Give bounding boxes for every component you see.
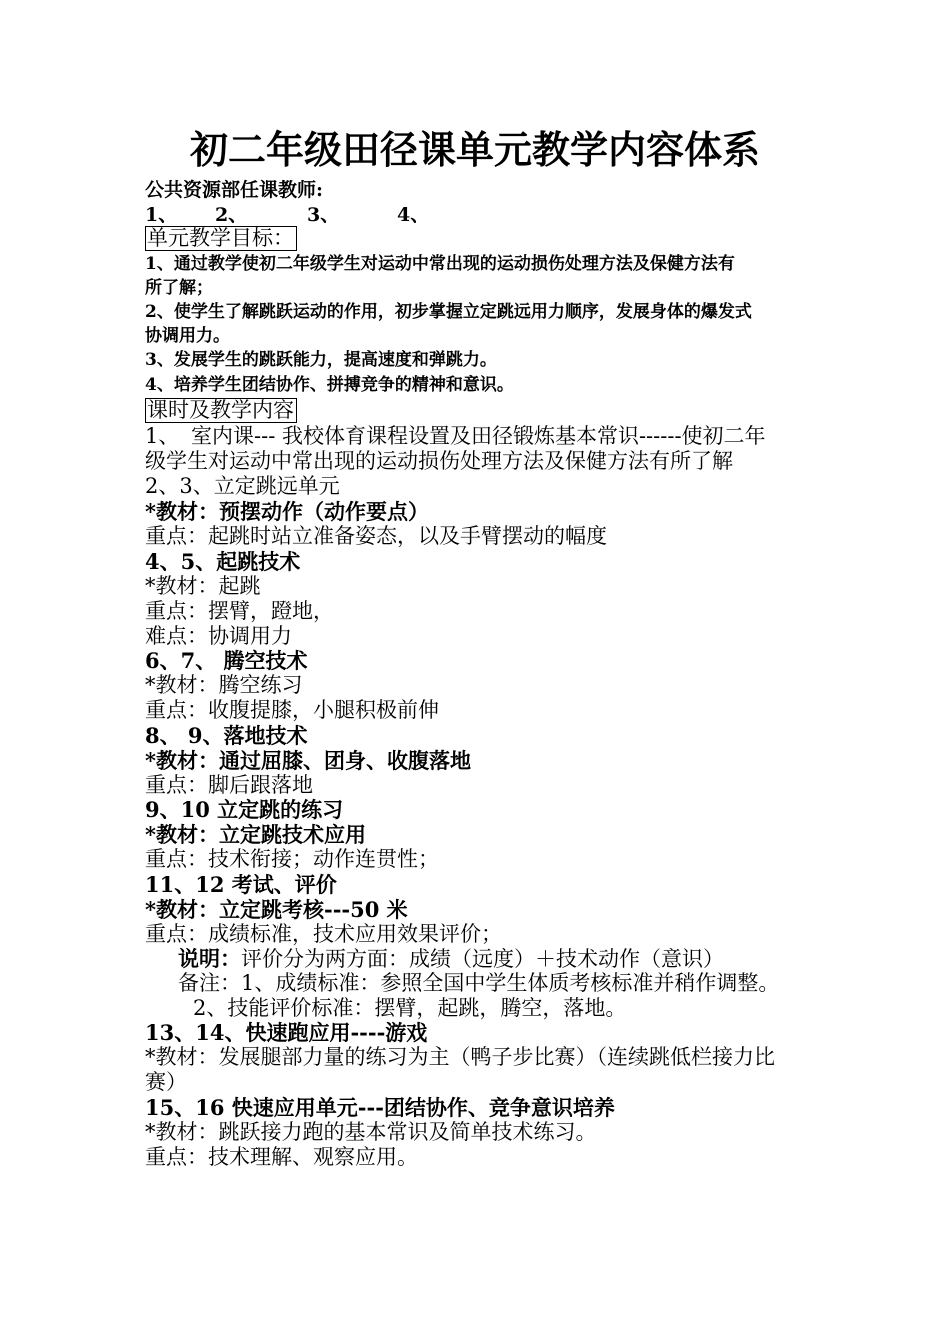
goal-line: 协调用力。	[145, 326, 230, 346]
lesson-11-12-heading: 11、12 考试、评价	[145, 872, 337, 897]
lesson-6-7-heading: 6、7、 腾空技术	[145, 648, 308, 673]
teacher-line: 公共资源部任课教师:	[145, 179, 324, 201]
lesson-4-5-heading: 4、5、起跳技术	[145, 549, 301, 574]
content-heading-row	[145, 398, 297, 423]
remark-2: 2、技能评价标准：摆臂，起跳，腾空，落地。	[193, 996, 627, 1020]
number-4: 4、	[397, 204, 430, 226]
lesson-15-16-heading: 15、16 快速应用单元---团结协作、竞争意识培养	[145, 1095, 615, 1120]
evaluation-note	[178, 946, 724, 972]
evaluation-note-text: 评价分为两方面：成绩（远度）＋技术动作（意识）	[241, 947, 724, 971]
lesson-6-7-key-point: 重点：收腹提膝，小腿积极前伸	[145, 698, 439, 722]
lesson-13-14-material: *教材：发展腿部力量的练习为主（鸭子步比赛）（连续跳低栏接力比	[145, 1045, 775, 1069]
number-1: 1、	[145, 204, 178, 226]
goal-line: 2、使学生了解跳跃运动的作用，初步掌握立定跳远用力顺序，发展身体的爆发式	[145, 302, 752, 322]
goals-heading: 单元教学目标：	[145, 226, 297, 251]
goal-line: 1、通过教学使初二年级学生对运动中常出现的运动损伤处理方法及保健方法有	[145, 254, 735, 274]
lesson-4-5-difficulty: 难点：协调用力	[145, 624, 292, 648]
remark-1: 备注：1、成绩标准：参照全国中学生体质考核标准并稍作调整。	[178, 971, 780, 995]
lesson-1-line	[145, 424, 766, 449]
lesson-2-3-key-point: 重点：起跳时站立准备姿态，以及手臂摆动的幅度	[145, 524, 607, 548]
lesson-13-14-material-continued: 赛）	[145, 1070, 187, 1094]
lesson-11-12-key-point: 重点：成绩标准，技术应用效果评价；	[145, 922, 502, 946]
lesson-13-14-heading: 13、14、快速跑应用----游戏	[145, 1020, 428, 1045]
lesson-2-3-heading: 2、3、立定跳远单元	[145, 474, 340, 498]
lesson-4-5-key-point: 重点：摆臂，蹬地，	[145, 599, 334, 623]
lesson-1-text: 室内课--- 我校体育课程设置及田径锻炼基本常识------使初二年	[191, 424, 766, 448]
lesson-1-number: 1、	[145, 424, 180, 448]
goal-line: 所了解；	[145, 278, 213, 298]
lesson-4-5-material: *教材：起跳	[145, 574, 261, 598]
document-title: 初二年级田径课单元教学内容体系	[189, 128, 760, 172]
number-2: 2、	[215, 204, 248, 226]
goal-line: 3、发展学生的跳跃能力，提高速度和弹跳力。	[145, 350, 497, 370]
number-3: 3、	[307, 204, 340, 226]
goal-line: 4、培养学生团结协作、拼搏竞争的精神和意识。	[145, 375, 514, 395]
lesson-9-10-key-point: 重点：技术衔接；动作连贯性；	[145, 847, 439, 871]
lesson-15-16-material: *教材：跳跃接力跑的基本常识及简单技术练习。	[145, 1120, 597, 1144]
lesson-11-12-material: *教材：立定跳考核---50 米	[145, 897, 408, 922]
goals-heading-row	[145, 226, 297, 251]
lesson-8-9-material: *教材：通过屈膝、团身、收腹落地	[145, 748, 471, 773]
teacher-number-row	[145, 203, 429, 228]
lesson-2-3-material: *教材：预摆动作（动作要点）	[145, 499, 429, 524]
content-heading: 课时及教学内容	[145, 398, 297, 423]
lesson-6-7-material: *教材：腾空练习	[145, 673, 303, 697]
evaluation-note-label: 说明：	[178, 946, 241, 971]
lesson-9-10-heading: 9、10 立定跳的练习	[145, 797, 344, 822]
lesson-9-10-material: *教材：立定跳技术应用	[145, 822, 366, 847]
lesson-15-16-key-point: 重点：技术理解、观察应用。	[145, 1145, 418, 1169]
lesson-1-continued: 级学生对运动中常出现的运动损伤处理方法及保健方法有所了解	[145, 449, 733, 473]
lesson-8-9-heading: 8、 9、落地技术	[145, 723, 308, 748]
lesson-8-9-key-point: 重点：脚后跟落地	[145, 773, 313, 797]
